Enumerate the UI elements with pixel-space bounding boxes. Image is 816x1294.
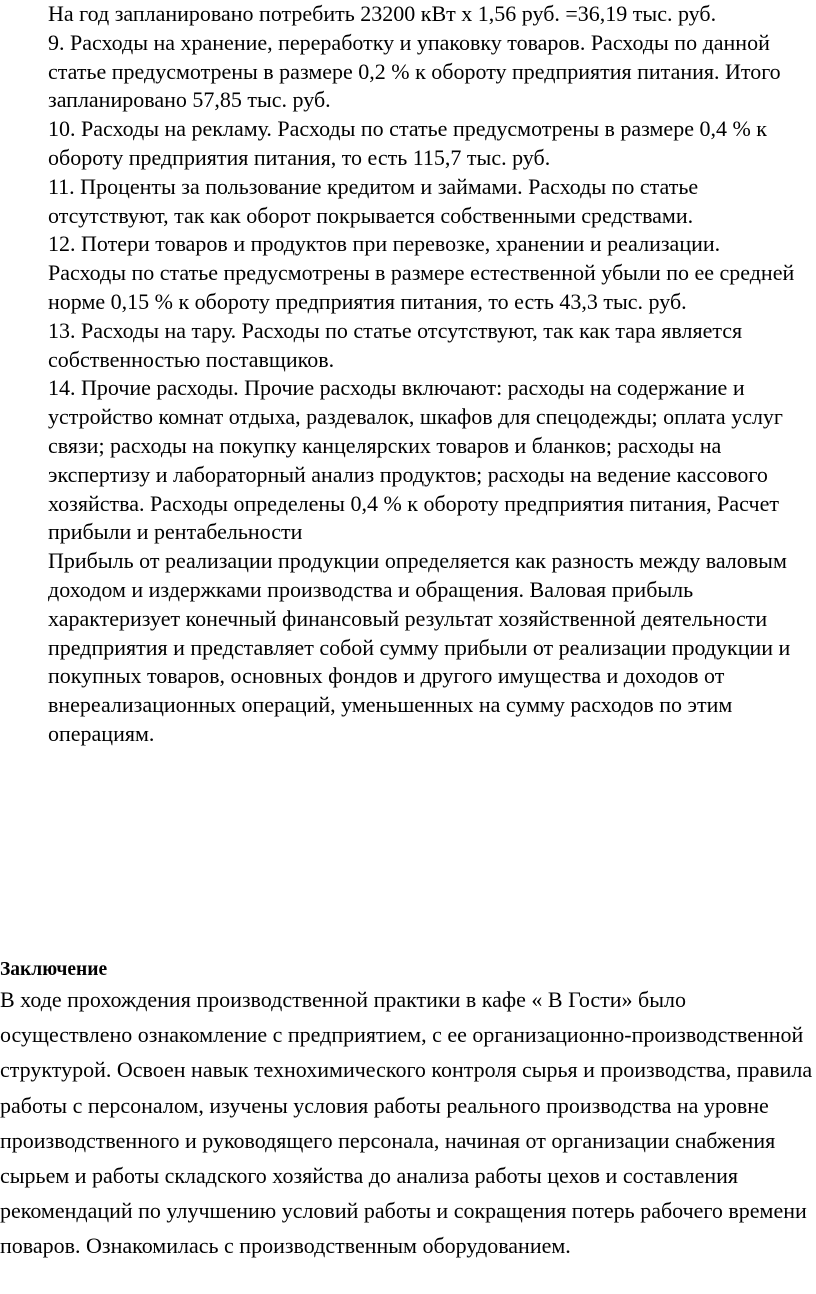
expense-items-section [48, 0, 808, 749]
paragraph-item-10-advertising: 10. Расходы на рекламу. Расходы по статье предусмотрены в размере 0,4 % к обороту предприятия питания, то есть 115,7 тыс. руб. [48, 116, 767, 170]
paragraph-item-12-losses-detail: Расходы по статье предусмотрены в размере естественной убыли по ее средней норме 0,15 % к обороту предприятия питания, то есть 43,3 тыс. руб. [48, 260, 795, 314]
paragraph-profit: Прибыль от реализации продукции определяется как разность между валовым доходом и издержками производства и обращения. Валовая прибыль характеризует конечный финансовый результат хозяйственной деятельности предприятия и представляет собой сумму прибыли от реализации продукции и покупных товаров, основных фондов и другого имущества и доходов от внереализационных операций, уменьшенных на сумму расходов по этим операциям. [48, 548, 791, 746]
conclusion-text: В ходе прохождения производственной практики в кафе « В Гости» было осуществлено ознакомление с предприятием, с ее организационно-производственной структурой. Освоен навык технохимического контроля сырья и производства, правила работы с персоналом, изучены условия работы реального производства на уровне производственного и руководящего персонала, начиная от организации снабжения сырьем и работы складского хозяйства до анализа работы цехов и составления рекомендаций по улучшению условий работы и сокращения потерь рабочего времени поваров. Ознакомилась с производственным оборудованием. [0, 987, 813, 1259]
paragraph-electricity-plan: На год запланировано потребить 23200 кВт х 1,56 руб. =36,19 тыс. руб. [48, 1, 717, 26]
paragraph-item-12-losses: 12. Потери товаров и продуктов при перевозке, хранении и реализации. [48, 231, 721, 257]
paragraph-item-14-other: 14. Прочие расходы. Прочие расходы включают: расходы на содержание и устройство комнат отдыха, раздевалок, шкафов для спецодежды; оплата услуг связи; расходы на покупку канцелярских товаров и бланков; расходы на экспертизу и лабораторный анализ продуктов; расходы на ведение кассового хозяйства. Расходы определены 0,4 % к обороту предприятия питания, Расчет прибыли и рентабельности [48, 375, 783, 545]
paragraph-item-9-storage: 9. Расходы на хранение, переработку и упаковку товаров. Расходы по данной статье предусмотрены в размере 0,2 % к обороту предприятия питания. Итого запланировано 57,85 тыс. руб. [48, 29, 781, 113]
paragraph-item-13-packaging: 13. Расходы на тару. Расходы по статье отсутствуют, так как тара является собственностью поставщиков. [48, 317, 743, 372]
paragraph-item-11-credit-interest: 11. Проценты за пользование кредитом и займами. Расходы по статье отсутствуют, так как оборот покрывается собственными средствами. [48, 173, 699, 228]
conclusion-section [0, 958, 814, 1264]
conclusion-heading: Заключение [0, 959, 108, 980]
